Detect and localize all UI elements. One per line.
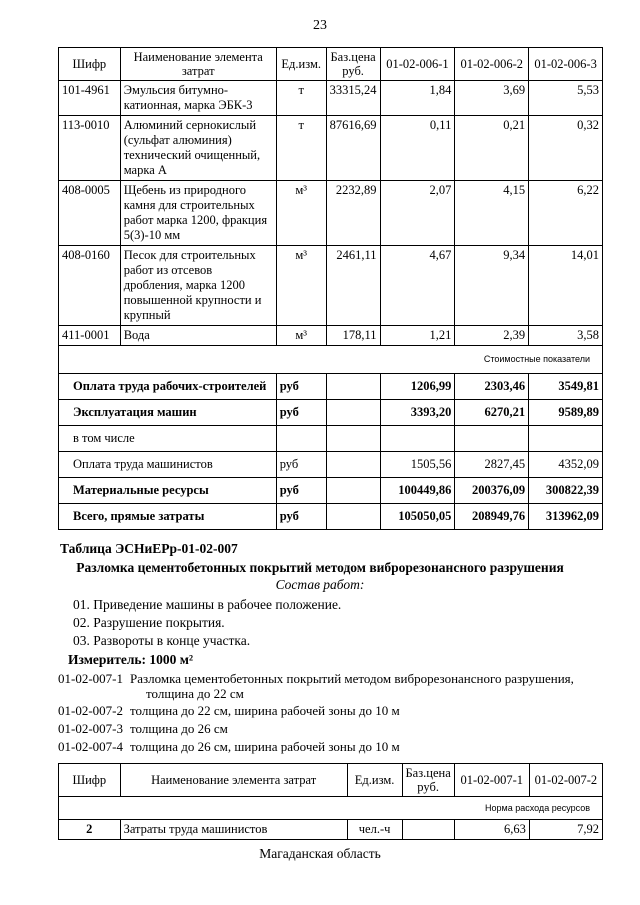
summary-v1: 1505,56 <box>380 452 455 478</box>
row-code: 101-4961 <box>59 81 121 116</box>
work-item: 03. Развороты в конце участка. <box>73 633 251 648</box>
summary-unit: руб <box>276 452 326 478</box>
header-price: Баз.цена руб. <box>326 48 380 81</box>
row-code: 408-0005 <box>59 181 121 246</box>
row-v1: 2,07 <box>380 181 455 246</box>
row-v1: 4,67 <box>380 246 455 326</box>
table-row <box>59 81 603 116</box>
summary-v2 <box>455 426 529 452</box>
row-v2: 0,21 <box>455 116 529 181</box>
header-name: Наименование элемента затрат <box>120 764 347 797</box>
summary-label: Эксплуатация машин <box>59 400 277 426</box>
row-name: Щебень из природного камня для строительных работ марка 1200, фракция 5(3)-10 мм <box>120 181 276 246</box>
row-v1: 1,21 <box>380 326 455 346</box>
header-col1: 01-02-006-1 <box>380 48 455 81</box>
summary-price <box>326 374 380 400</box>
row-v3: 0,32 <box>529 116 603 181</box>
code-number: 01-02-007-2 <box>58 703 123 718</box>
row-name: Эмульсия битумно-катионная, марка ЭБК-3 <box>120 81 276 116</box>
table-subtitle: Разломка цементобетонных покрытий методом виброрезонансного разрушения <box>76 560 564 575</box>
table-header <box>59 764 603 797</box>
table-row <box>59 116 603 181</box>
summary-unit <box>276 426 326 452</box>
row-v3: 3,58 <box>529 326 603 346</box>
summary-v2: 6270,21 <box>455 400 529 426</box>
summary-v2: 2827,45 <box>455 452 529 478</box>
row-code: 408-0160 <box>59 246 121 326</box>
row-price <box>402 820 454 840</box>
header-code: Шифр <box>59 764 121 797</box>
code-text: Разломка цементобетонных покрытий методом виброрезонансного разрушения, <box>130 671 574 686</box>
summary-price <box>326 426 380 452</box>
row-v1: 6,63 <box>454 820 529 840</box>
row-unit: т <box>276 116 326 181</box>
summary-v1: 1206,99 <box>380 374 455 400</box>
resource-table-007 <box>58 763 603 840</box>
row-unit: чел.-ч <box>347 820 402 840</box>
row-name: Вода <box>120 326 276 346</box>
summary-price <box>326 478 380 504</box>
row-v3: 14,01 <box>529 246 603 326</box>
summary-label: Всего, прямые затраты <box>59 504 277 530</box>
norm-section-header: Норма расхода ресурсов <box>59 797 603 820</box>
summary-v3: 300822,39 <box>529 478 603 504</box>
summary-v2: 2303,46 <box>455 374 529 400</box>
row-name: Затраты труда машинистов <box>120 820 347 840</box>
row-code: 113-0010 <box>59 116 121 181</box>
measurement-unit: Измеритель: 1000 м² <box>68 652 194 667</box>
header-col2: 01-02-006-2 <box>455 48 529 81</box>
summary-row <box>59 426 603 452</box>
summary-row <box>59 504 603 530</box>
header-name: Наименование элемента затрат <box>120 48 276 81</box>
work-item: 01. Приведение машины в рабочее положение. <box>73 597 342 612</box>
code-number: 01-02-007-4 <box>58 739 123 754</box>
table-row <box>59 820 603 840</box>
summary-v1 <box>380 426 455 452</box>
row-code: 2 <box>59 820 121 840</box>
code-number: 01-02-007-3 <box>58 721 123 736</box>
header-price: Баз.цена руб. <box>402 764 454 797</box>
table-header <box>59 48 603 81</box>
summary-unit: руб <box>276 478 326 504</box>
header-col3: 01-02-006-3 <box>529 48 603 81</box>
composition-title: Состав работ: <box>275 577 365 592</box>
row-unit: т <box>276 81 326 116</box>
row-v2: 7,92 <box>529 820 602 840</box>
cost-section-header-row <box>59 346 603 374</box>
table-row <box>59 326 603 346</box>
header-unit: Ед.изм. <box>347 764 402 797</box>
row-v2: 9,34 <box>455 246 529 326</box>
cost-section-header: Стоимостные показатели <box>59 346 603 374</box>
summary-v3: 3549,81 <box>529 374 603 400</box>
summary-unit: руб <box>276 504 326 530</box>
row-v2: 2,39 <box>455 326 529 346</box>
header-code: Шифр <box>59 48 121 81</box>
summary-unit: руб <box>276 374 326 400</box>
summary-price <box>326 504 380 530</box>
summary-price <box>326 452 380 478</box>
summary-v1: 3393,20 <box>380 400 455 426</box>
row-name: Песок для строительных работ из отсевов дробления, марка 1200 повышенной крупности и крупный <box>120 246 276 326</box>
summary-label: Оплата труда рабочих-строителей <box>59 374 277 400</box>
summary-label: в том числе <box>59 426 277 452</box>
row-v2: 3,69 <box>455 81 529 116</box>
code-text: толщина до 26 см, ширина рабочей зоны до 10 м <box>130 739 400 754</box>
row-name: Алюминий сернокислый (сульфат алюминия) технический очищенный, марка А <box>120 116 276 181</box>
page-footer: Магаданская область <box>259 846 381 861</box>
page-number: 23 <box>313 18 327 33</box>
row-price: 178,11 <box>326 326 380 346</box>
summary-row <box>59 374 603 400</box>
summary-v3 <box>529 426 603 452</box>
summary-v2: 208949,76 <box>455 504 529 530</box>
row-unit: м³ <box>276 181 326 246</box>
header-col2: 01-02-007-2 <box>529 764 602 797</box>
table-row <box>59 181 603 246</box>
summary-v1: 105050,05 <box>380 504 455 530</box>
row-code: 411-0001 <box>59 326 121 346</box>
summary-row <box>59 478 603 504</box>
code-number: 01-02-007-1 <box>58 671 123 686</box>
summary-row <box>59 400 603 426</box>
header-col1: 01-02-007-1 <box>454 764 529 797</box>
summary-v3: 9589,89 <box>529 400 603 426</box>
row-v3: 6,22 <box>529 181 603 246</box>
summary-price <box>326 400 380 426</box>
resource-table-006 <box>58 47 603 530</box>
summary-v1: 100449,86 <box>380 478 455 504</box>
row-v2: 4,15 <box>455 181 529 246</box>
summary-label: Оплата труда машинистов <box>59 452 277 478</box>
summary-v2: 200376,09 <box>455 478 529 504</box>
summary-v3: 4352,09 <box>529 452 603 478</box>
row-v1: 1,84 <box>380 81 455 116</box>
table-row <box>59 246 603 326</box>
header-unit: Ед.изм. <box>276 48 326 81</box>
code-text: толщина до 22 см, ширина рабочей зоны до 10 м <box>130 703 400 718</box>
table-title: Таблица ЭСНиЕРр-01-02-007 <box>60 541 238 556</box>
summary-row <box>59 452 603 478</box>
row-price: 2461,11 <box>326 246 380 326</box>
row-v1: 0,11 <box>380 116 455 181</box>
row-price: 87616,69 <box>326 116 380 181</box>
summary-unit: руб <box>276 400 326 426</box>
row-v3: 5,53 <box>529 81 603 116</box>
row-unit: м³ <box>276 246 326 326</box>
code-text: толщина до 26 см <box>130 721 228 736</box>
row-price: 33315,24 <box>326 81 380 116</box>
row-price: 2232,89 <box>326 181 380 246</box>
row-unit: м³ <box>276 326 326 346</box>
code-text: толщина до 22 см <box>146 686 244 701</box>
norm-section-header-row <box>59 797 603 820</box>
summary-label: Материальные ресурсы <box>59 478 277 504</box>
work-item: 02. Разрушение покрытия. <box>73 615 225 630</box>
summary-v3: 313962,09 <box>529 504 603 530</box>
